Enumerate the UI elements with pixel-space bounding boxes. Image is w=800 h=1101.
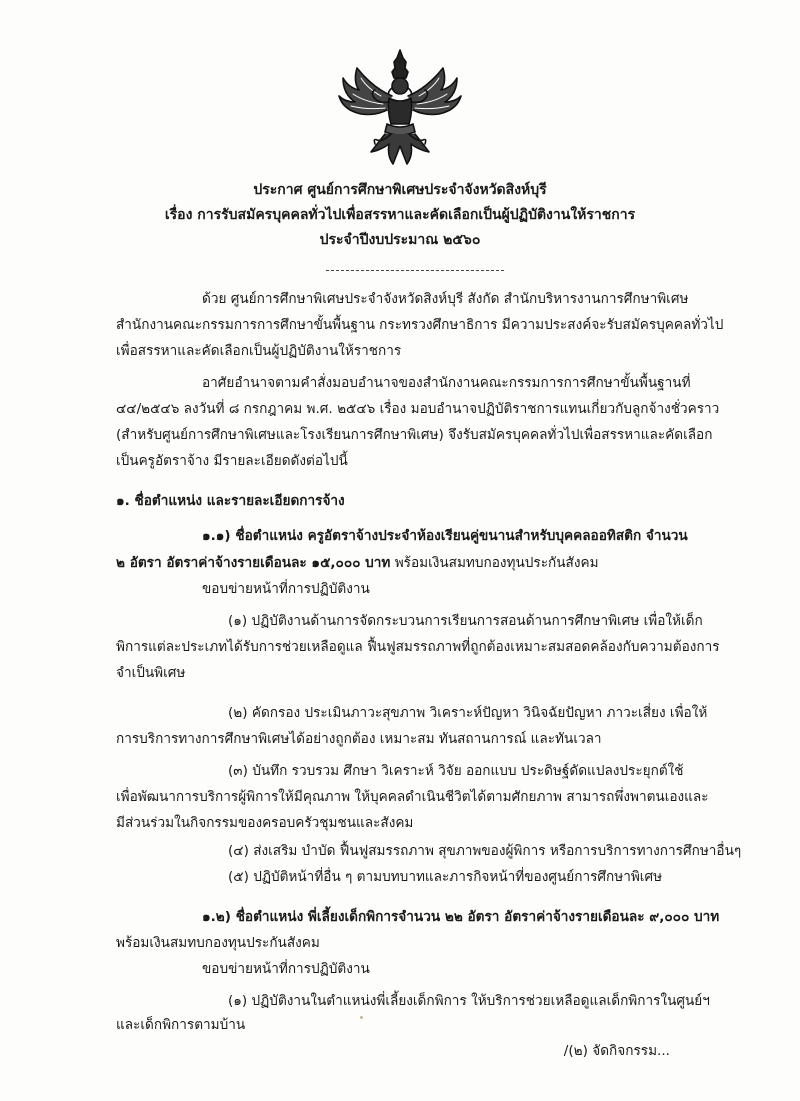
duty-1-line1: (๑) ปฏิบัติงานด้านการจัดกระบวนการเรียนการสอนด้านการศึกษาพิเศษ เพื่อให้เด็ก [228,613,703,629]
duty-1-line3: จำเป็นพิเศษ [116,665,186,681]
position-2-scope-label: ขอบข่ายหน้าที่การปฏิบัติงาน [202,961,370,977]
duty-e1-line1: (๑) ปฏิบัติงานในตำแหน่งพี่เลี้ยงเด็กพิการ ให้บริการช่วยเหลือดูแลเด็กพิการในศูนย์ฯ [228,993,710,1009]
duty-3-line1: (๓) บันทึก รวบรวม ศึกษา วิเคราะห์ วิจัย ออกแบบ ประดิษฐ์ดัดแปลงประยุกต์ใช้ [228,763,684,779]
duty-3-line3: มีส่วนร่วมในกิจกรรมของครอบครัวชุมชนและสังคม [116,815,414,831]
duty-5: (๕) ปฏิบัติหน้าที่อื่น ๆ ตามบทบาทและภารกิจหน้าที่ของศูนย์การศึกษาพิเศษ [228,869,663,885]
duty-1-line2: พิการแต่ละประเภทได้รับการช่วยเหลือดูแล ฟื้นฟูสมรรถภาพที่ถูกต้องเหมาะสมสอดคล้องกับความต้องการ [116,639,720,655]
paper-speck [360,1016,363,1019]
position-2-salary: พร้อมเงินสมทบกองทุนประกันสังคม [116,935,320,951]
position-1-scope-label: ขอบข่ายหน้าที่การปฏิบัติงาน [202,581,370,597]
garuda-emblem-icon [337,48,463,170]
intro-p1-line1: ด้วย ศูนย์การศึกษาพิเศษประจำจังหวัดสิงห์บุรี สังกัด สำนักบริหารงานการศึกษาพิเศษ [202,291,689,307]
title-line-2: เรื่อง การรับสมัครบุคคลทั่วไปเพื่อสรรหาและคัดเลือกเป็นผู้ปฏิบัติงานให้ราชการ [164,207,636,223]
continuation-note: /(๒) จัดกิจกรรม... [563,1043,670,1059]
position-1-title: ๑.๑) ชื่อตำแหน่ง ครูอัตราจ้างประจำห้องเรียนคู่ขนานสำหรับบุคคลออทิสติก จำนวน [202,528,688,544]
intro-p1-line3: เพื่อสรรหาและคัดเลือกเป็นผู้ปฏิบัติงานให้ราชการ [116,343,402,359]
section-1-heading: ๑. ชื่อตำแหน่ง และรายละเอียดการจ้าง [116,493,345,509]
position-1-salary [116,553,599,573]
intro-p2-line1: อาศัยอำนาจตามคำสั่งมอบอำนาจของสำนักงานคณะกรรมการการศึกษาขั้นพื้นฐานที่ [202,375,691,391]
duty-e1-line2: และเด็กพิการตามบ้าน [116,1017,246,1033]
duty-2-line1: (๒) คัดกรอง ประเมินภาวะสุขภาพ วิเคราะห์ปัญหา วินิจฉัยปัญหา ภาวะเสี่ยง เพื่อให้ [228,705,708,721]
intro-p1-line2: สำนักงานคณะกรรมการการศึกษาขั้นพื้นฐาน กระทรวงศึกษาธิการ มีความประสงค์จะรับสมัครบุคคลทั่วไป [116,317,724,333]
intro-p2-line2: ๔๔/๒๕๔๖ ลงวันที่ ๘ กรกฎาคม พ.ศ. ๒๕๔๖ เรื่อง มอบอำนาจปฏิบัติราชการแทนเกี่ยวกับลูกจ้างชั่วคราว [116,401,720,417]
position-2-title: ๑.๒) ชื่อตำแหน่ง พี่เลี้ยงเด็กพิการจำนวน ๒๒ อัตรา อัตราค่าจ้างรายเดือนละ ๙,๐๐๐ บาท [202,909,720,925]
intro-p2-line4: เป็นครูอัตราจ้าง มีรายละเอียดดังต่อไปนี้ [116,453,348,469]
title-line-3: ประจำปีงบประมาณ ๒๕๖๐ [319,232,481,248]
position-1-salary-bold: ๒ อัตรา อัตราค่าจ้างรายเดือนละ ๑๕,๐๐๐ บาท [116,555,391,571]
position-1-salary-rest: พร้อมเงินสมทบกองทุนประกันสังคม [390,555,599,571]
duty-2-line2: การบริการทางการศึกษาพิเศษได้อย่างถูกต้อง เหมาะสม ทันสถานการณ์ และทันเวลา [116,731,602,747]
duty-3-line2: เพื่อพัฒนาการบริการผู้พิการให้มีคุณภาพ ให้บุคคลดำเนินชีวิตได้ตามศักยภาพ สามารถพึ่งพาตนเองและ [116,789,709,805]
intro-p2-line3: (สำหรับศูนย์การศึกษาพิเศษและโรงเรียนการศึกษาพิเศษ) จึงรับสมัครบุคคลทั่วไปเพื่อสรรหาและคัดเลือก [116,427,713,443]
title-line-1: ประกาศ ศูนย์การศึกษาพิเศษประจำจังหวัดสิงห์บุรี [253,182,547,198]
title-divider [326,270,504,271]
duty-4: (๔) ส่งเสริม บำบัด ฟื้นฟูสมรรถภาพ สุขภาพของผู้พิการ หรือการบริการทางการศึกษาอื่นๆ [228,843,742,859]
